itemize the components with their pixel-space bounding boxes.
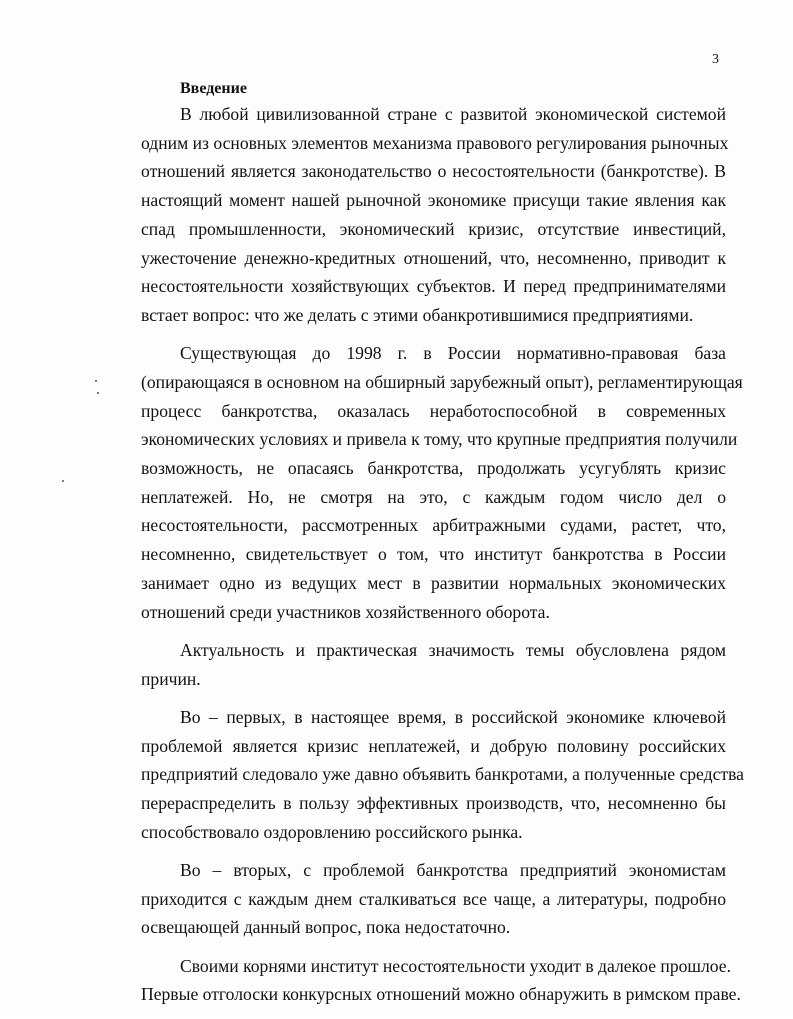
text-line: предприятий следовало уже давно объявить банкротами, а полученные средства bbox=[141, 764, 744, 785]
paragraph bbox=[141, 339, 743, 626]
text-line: несостоятельности хозяйствующих субъектов. И перед предпринимателями bbox=[141, 276, 726, 297]
text-line: возможность, не опасаясь банкротства, продолжать усугублять кризис bbox=[141, 458, 726, 479]
text-line: Во – вторых, с проблемой банкротства предприятий экономистам bbox=[180, 859, 726, 880]
text-line: процесс банкротства, оказалась неработоспособной в современных bbox=[141, 400, 726, 421]
text-line: отношений среди участников хозяйственного оборота. bbox=[141, 601, 550, 622]
scan-speck bbox=[95, 380, 97, 382]
text-line: освещающей данный вопрос, пока недостаточно. bbox=[141, 917, 511, 938]
text-line: занимает одно из ведущих мест в развитии нормальных экономических bbox=[141, 572, 726, 593]
text-line: Первые отголоски конкурсных отношений можно обнаружить в римском праве. bbox=[141, 984, 741, 1005]
paragraph bbox=[141, 100, 729, 330]
text-line: (опирающаяся в основном на обширный зарубежный опыт), регламентирующая bbox=[141, 371, 743, 392]
text-line: Своими корнями институт несостоятельности уходит в далекое прошлое. bbox=[180, 955, 731, 976]
text-line: неплатежей. Но, не смотря на это, с каждым годом число дел о bbox=[141, 486, 726, 507]
paragraph bbox=[141, 703, 744, 847]
text-line: встает вопрос: что же делать с этими обанкротившимися предприятиями. bbox=[141, 304, 694, 325]
scan-speck bbox=[62, 480, 64, 482]
paragraph bbox=[141, 952, 741, 1009]
text-line: экономических условиях и привела к тому, что крупные предприятия получили bbox=[141, 429, 738, 450]
text-line: причин. bbox=[141, 668, 201, 689]
text-line: несостоятельности, рассмотренных арбитражными судами, растет, что, bbox=[141, 515, 726, 536]
paragraph bbox=[141, 636, 726, 693]
text-line: спад промышленности, экономический кризис, отсутствие инвестиций, bbox=[141, 218, 726, 239]
text-line: перераспределить в пользу эффективных производств, что, несомненно бы bbox=[141, 792, 726, 813]
text-line: ужесточение денежно-кредитных отношений, что, несомненно, приводит к bbox=[141, 247, 726, 268]
text-line: Актуальность и практическая значимость темы обусловлена рядом bbox=[180, 639, 726, 660]
text-line: способствовало оздоровлению российского рынка. bbox=[141, 821, 523, 842]
text-line: одним из основных элементов механизма правового регулирования рыночных bbox=[141, 132, 729, 153]
paragraph bbox=[141, 856, 726, 942]
section-heading: Введение bbox=[180, 80, 247, 97]
text-line: несомненно, свидетельствует о том, что институт банкротства в России bbox=[141, 544, 726, 565]
text-line: В любой цивилизованной стране с развитой экономической системой bbox=[180, 104, 726, 124]
body-text bbox=[141, 100, 744, 1019]
text-line: настоящий момент нашей рыночной экономике присущи такие явления как bbox=[141, 190, 726, 211]
text-line: отношений является законодательство о несостоятельности (банкротстве). В bbox=[141, 161, 726, 182]
text-line: Существующая до 1998 г. в России нормативно-правовая база bbox=[180, 343, 726, 364]
page-number: 3 bbox=[712, 52, 719, 67]
scan-speck bbox=[97, 392, 99, 394]
text-line: Во – первых, в настоящее время, в российской экономике ключевой bbox=[180, 706, 726, 727]
text-line: приходится с каждым днем сталкиваться все чаще, а литературы, подробно bbox=[141, 888, 726, 909]
text-line: проблемой является кризис неплатежей, и добрую половину российских bbox=[141, 735, 726, 756]
